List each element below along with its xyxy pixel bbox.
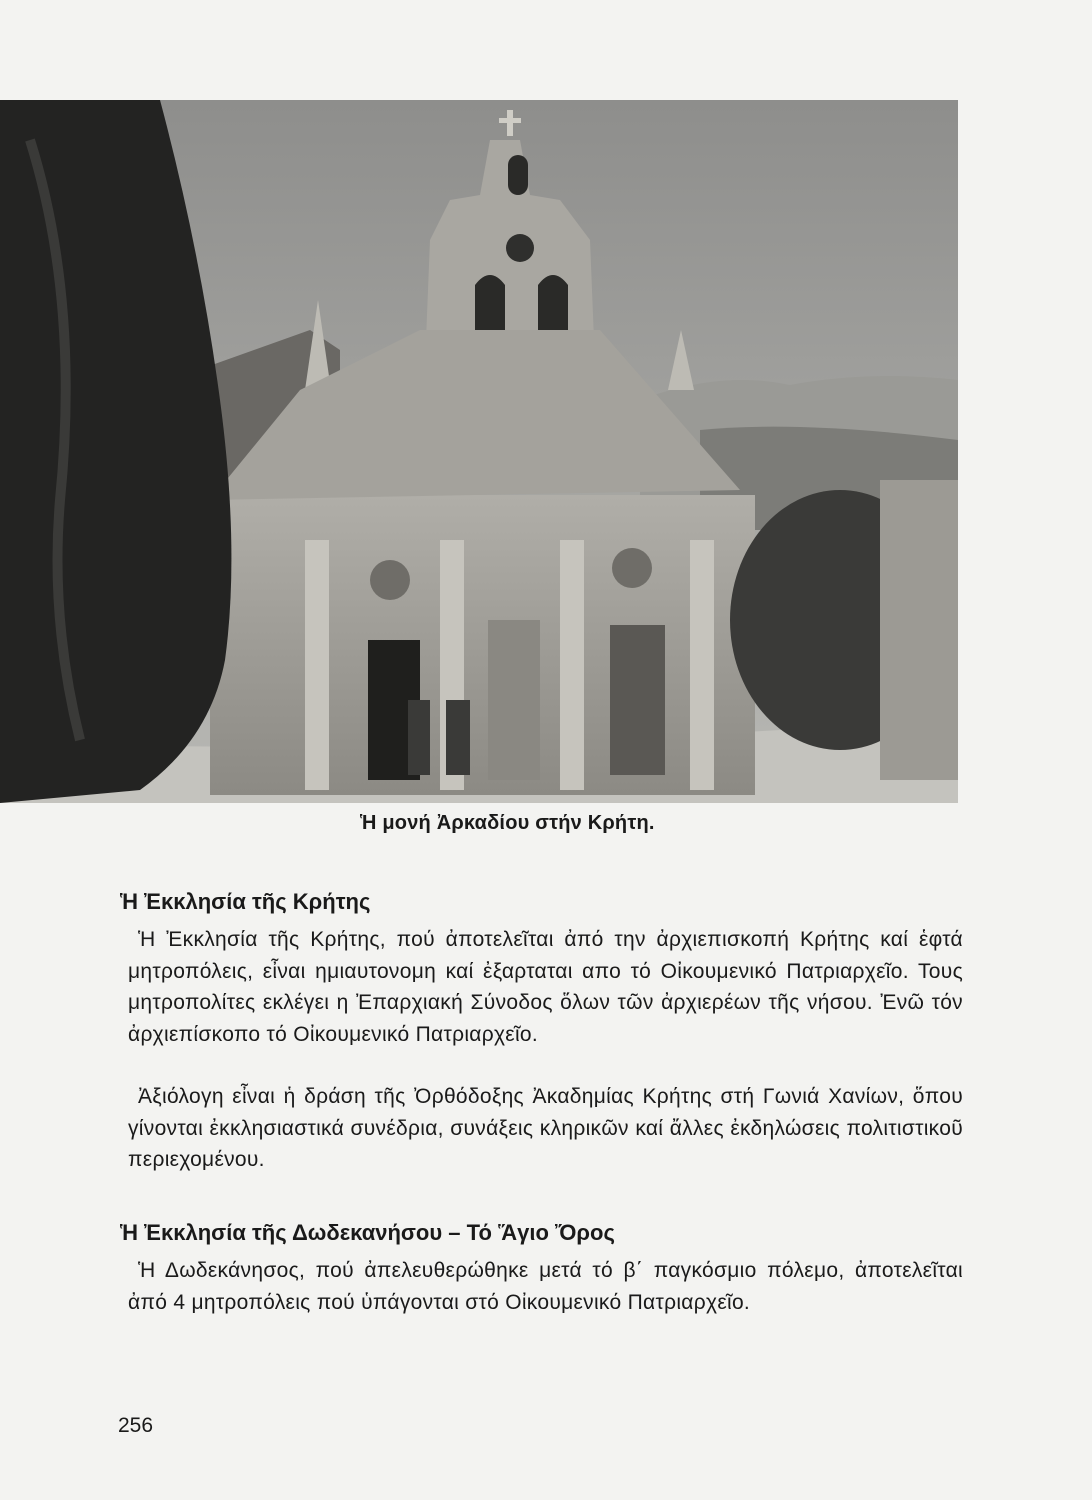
figure-caption: Ἡ μονή Ἀρκαδίου στήν Κρήτη. — [360, 812, 655, 834]
monastery-photo-icon — [0, 100, 958, 803]
paragraph-crete-2: Ἀξιόλογη εἶναι ἡ δράση τῆς Ὀρθόδοξης Ἀκαδημίας Κρήτης στή Γωνιά Χανίων, ὅπου γίνονται ἐκκλησιαστικά συνέδρια, συνάξεις κληρικῶν καί ἄλλες ἐκδηλώσεις πολιτιστικοῦ περιεχομένου. — [128, 1085, 963, 1171]
page-number: 256 — [118, 1414, 154, 1437]
paragraph-crete-1: Ἡ Ἐκκλησία τῆς Κρήτης, πού ἀποτελεῖται ἀπό την ἀρχιεπισκοπή Κρήτης καί ἑφτά μητροπόλεις, εἶναι ημιαυτονομη καί ἐξαρταται απο τό Οἰκουμενικό Πατριαρχεῖο. Τους μητροπολίτες εκλέγει η Ἐπαρχιακή Σύνοδος ὅλων τῶν ἀρχιερέων τῆς νήσου. Ἐνῶ τόν ἀρχιεπίσκοπο τό Οἰκουμενικό Πατριαρχεῖο. — [128, 928, 963, 1046]
paragraph-dodecanese-1: Ἡ Δωδεκάνησος, πού ἀπελευθερώθηκε μετά τό β΄ παγκόσμιο πόλεμο, ἀποτελεῖται ἀπό 4 μητροπόλεις πού ὑπάγονται στό Οἰκουμενικό Πατριαρχεῖο. — [128, 1259, 963, 1314]
section-heading-crete: Ἡ Ἐκκλησία τῆς Κρήτης — [120, 889, 371, 914]
section-heading-dodecanese: Ἡ Ἐκκλησία τῆς Δωδεκανήσου – Τό Ἅγιο Ὄρος — [120, 1220, 615, 1245]
monastery-photo — [0, 100, 958, 803]
